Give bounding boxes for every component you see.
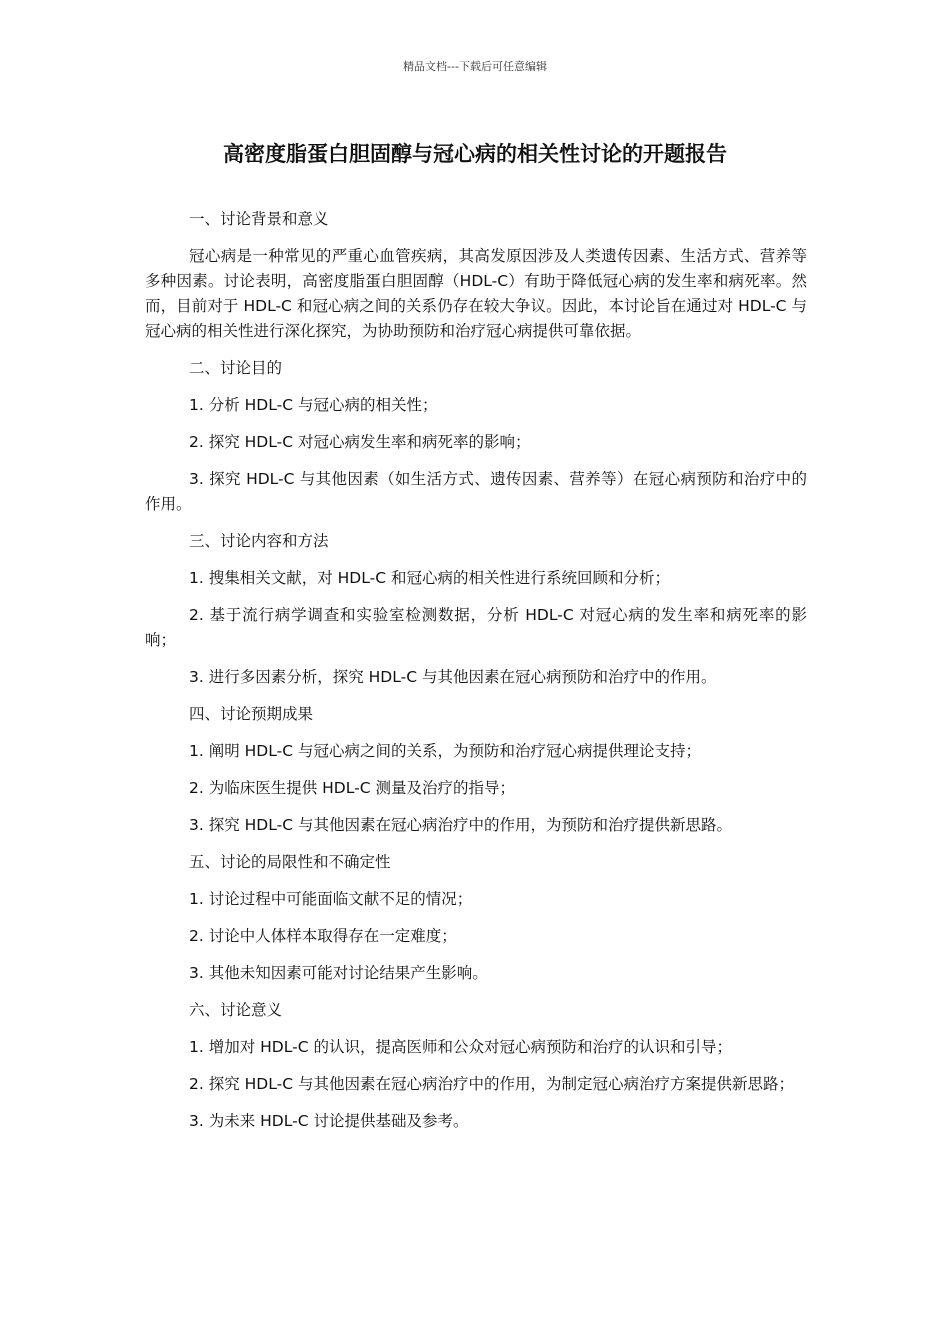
limitation-item-3: 3. 其他未知因素可能对讨论结果产生影响。 xyxy=(189,964,488,982)
section-heading-objectives: 二、讨论目的 xyxy=(189,359,283,377)
section-heading-significance: 六、讨论意义 xyxy=(189,1001,283,1019)
section-heading-methods: 三、讨论内容和方法 xyxy=(189,532,329,550)
method-item-2: 2. 基于流行病学调查和实验室检测数据，分析 HDL-C 对冠心病的发生率和病死率的影响； xyxy=(145,606,807,649)
page-header-note: 精品文档---下载后可任意编辑 xyxy=(403,60,547,73)
document-title: 高密度脂蛋白胆固醇与冠心病的相关性讨论的开题报告 xyxy=(223,142,727,166)
method-item-3: 3. 进行多因素分析，探究 HDL-C 与其他因素在冠心病预防和治疗中的作用。 xyxy=(189,668,717,686)
significance-item-1: 1. 增加对 HDL-C 的认识，提高医师和公众对冠心病预防和治疗的认识和引导； xyxy=(189,1038,732,1056)
paragraph-background: 冠心病是一种常见的严重心血管疾病，其高发原因涉及人类遗传因素、生活方式、营养等多种因素。讨论表明，高密度脂蛋白胆固醇（HDL-C）有助于降低冠心病的发生率和病死率。然而，目前对于 HDL-C 和冠心病之间的关系仍存在较大争议。因此，本讨论旨在通过对 HDL-C 与冠心病的相关性进行深化探究，为协助预防和治疗冠心病提供可靠依据。 xyxy=(145,247,807,340)
section-heading-outcomes: 四、讨论预期成果 xyxy=(189,705,314,723)
outcome-item-1: 1. 阐明 HDL-C 与冠心病之间的关系，为预防和治疗冠心病提供理论支持； xyxy=(189,742,701,760)
significance-item-3: 3. 为未来 HDL-C 讨论提供基础及参考。 xyxy=(189,1112,469,1130)
objective-item-3: 3. 探究 HDL-C 与其他因素（如生活方式、遗传因素、营养等）在冠心病预防和治疗中的作用。 xyxy=(145,470,807,513)
method-item-1: 1. 搜集相关文献，对 HDL-C 和冠心病的相关性进行系统回顾和分析； xyxy=(189,569,670,587)
objective-item-1: 1. 分析 HDL-C 与冠心病的相关性； xyxy=(189,396,438,414)
section-heading-limitations: 五、讨论的局限性和不确定性 xyxy=(189,853,391,871)
significance-item-2: 2. 探究 HDL-C 与其他因素在冠心病治疗中的作用，为制定冠心病治疗方案提供新思路； xyxy=(189,1075,794,1093)
document-body xyxy=(145,207,807,1146)
limitation-item-2: 2. 讨论中人体样本取得存在一定难度； xyxy=(189,927,457,945)
limitation-item-1: 1. 讨论过程中可能面临文献不足的情况； xyxy=(189,890,473,908)
section-heading-background: 一、讨论背景和意义 xyxy=(189,210,329,228)
outcome-item-3: 3. 探究 HDL-C 与其他因素在冠心病治疗中的作用，为预防和治疗提供新思路。 xyxy=(189,816,732,834)
outcome-item-2: 2. 为临床医生提供 HDL-C 测量及治疗的指导； xyxy=(189,779,515,797)
objective-item-2: 2. 探究 HDL-C 对冠心病发生率和病死率的影响； xyxy=(189,433,531,451)
